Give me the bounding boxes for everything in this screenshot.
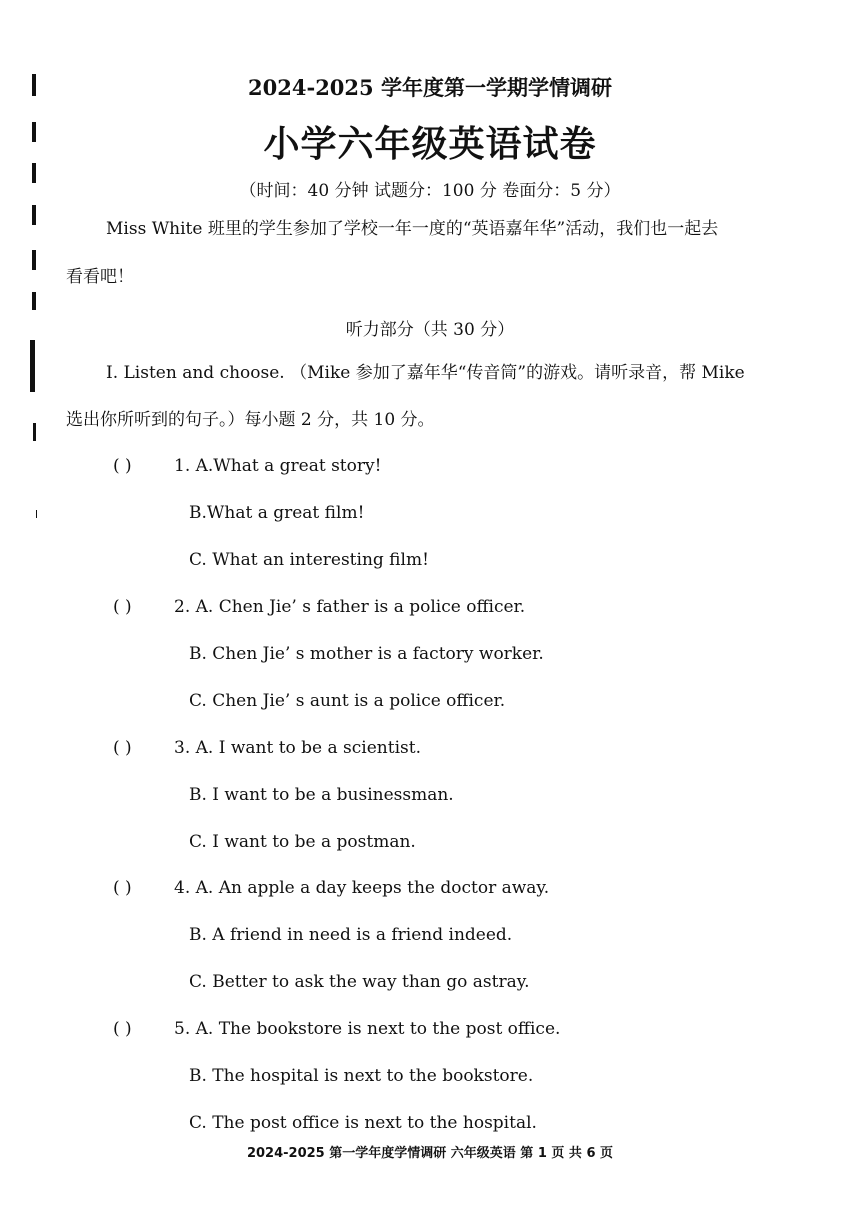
question-option-b: B. A friend in need is a friend indeed. bbox=[189, 925, 513, 945]
answer-blank[interactable]: ( ) bbox=[113, 738, 132, 758]
question-option-b: B. I want to be a businessman. bbox=[189, 785, 454, 805]
question-option-b: B. Chen Jie’ s mother is a factory worker. bbox=[189, 644, 544, 664]
question-option-c: C. I want to be a postman. bbox=[189, 832, 416, 852]
answer-blank[interactable]: ( ) bbox=[113, 1019, 132, 1039]
instruction-line-1: Ⅰ. Listen and choose. （Mike 参加了嘉年华“传音筒”的游戏。请听录音，帮 Mike bbox=[106, 363, 745, 383]
binding-mark bbox=[32, 250, 36, 270]
question-option-a: 1. A.What a great story! bbox=[174, 456, 382, 476]
page-footer: 2024-2025 第一学年度学情调研 六年级英语 第 1 页 共 6 页 bbox=[246, 1146, 614, 1161]
answer-blank[interactable]: ( ) bbox=[113, 456, 132, 476]
question-option-c: C. The post office is next to the hospital. bbox=[189, 1113, 537, 1133]
exam-meta: （时间：40 分钟 试题分：100 分 卷面分：5 分） bbox=[239, 181, 621, 201]
binding-mark bbox=[32, 205, 36, 225]
intro-line-2: 看看吧！ bbox=[66, 267, 134, 287]
question-option-c: C. What an interesting film! bbox=[189, 550, 429, 570]
question-option-a: 2. A. Chen Jie’ s father is a police officer. bbox=[174, 597, 526, 617]
question-option-c: C. Chen Jie’ s aunt is a police officer. bbox=[189, 691, 506, 711]
instruction-line-2: 选出你所听到的句子。）每小题 2 分，共 10 分。 bbox=[66, 410, 435, 430]
exam-title: 小学六年级英语试卷 bbox=[263, 123, 597, 165]
answer-blank[interactable]: ( ) bbox=[113, 878, 132, 898]
question-option-b: B.What a great film! bbox=[189, 503, 365, 523]
question-option-a: 4. A. An apple a day keeps the doctor away. bbox=[174, 878, 550, 898]
question-option-b: B. The hospital is next to the bookstore. bbox=[189, 1066, 534, 1086]
section-title: 听力部分（共 30 分） bbox=[345, 320, 515, 340]
question-option-c: C. Better to ask the way than go astray. bbox=[189, 972, 530, 992]
binding-mark bbox=[36, 510, 37, 518]
binding-mark bbox=[33, 423, 36, 441]
answer-blank[interactable]: ( ) bbox=[113, 597, 132, 617]
exam-period: 2024-2025 学年度第一学期学情调研 bbox=[248, 75, 612, 100]
question-option-a: 5. A. The bookstore is next to the post office. bbox=[174, 1019, 561, 1039]
intro-line-1: Miss White 班里的学生参加了学校一年一度的“英语嘉年华”活动，我们也一起去 bbox=[106, 219, 719, 239]
binding-mark bbox=[30, 340, 35, 392]
question-option-a: 3. A. I want to be a scientist. bbox=[174, 738, 421, 758]
binding-mark bbox=[32, 292, 36, 310]
